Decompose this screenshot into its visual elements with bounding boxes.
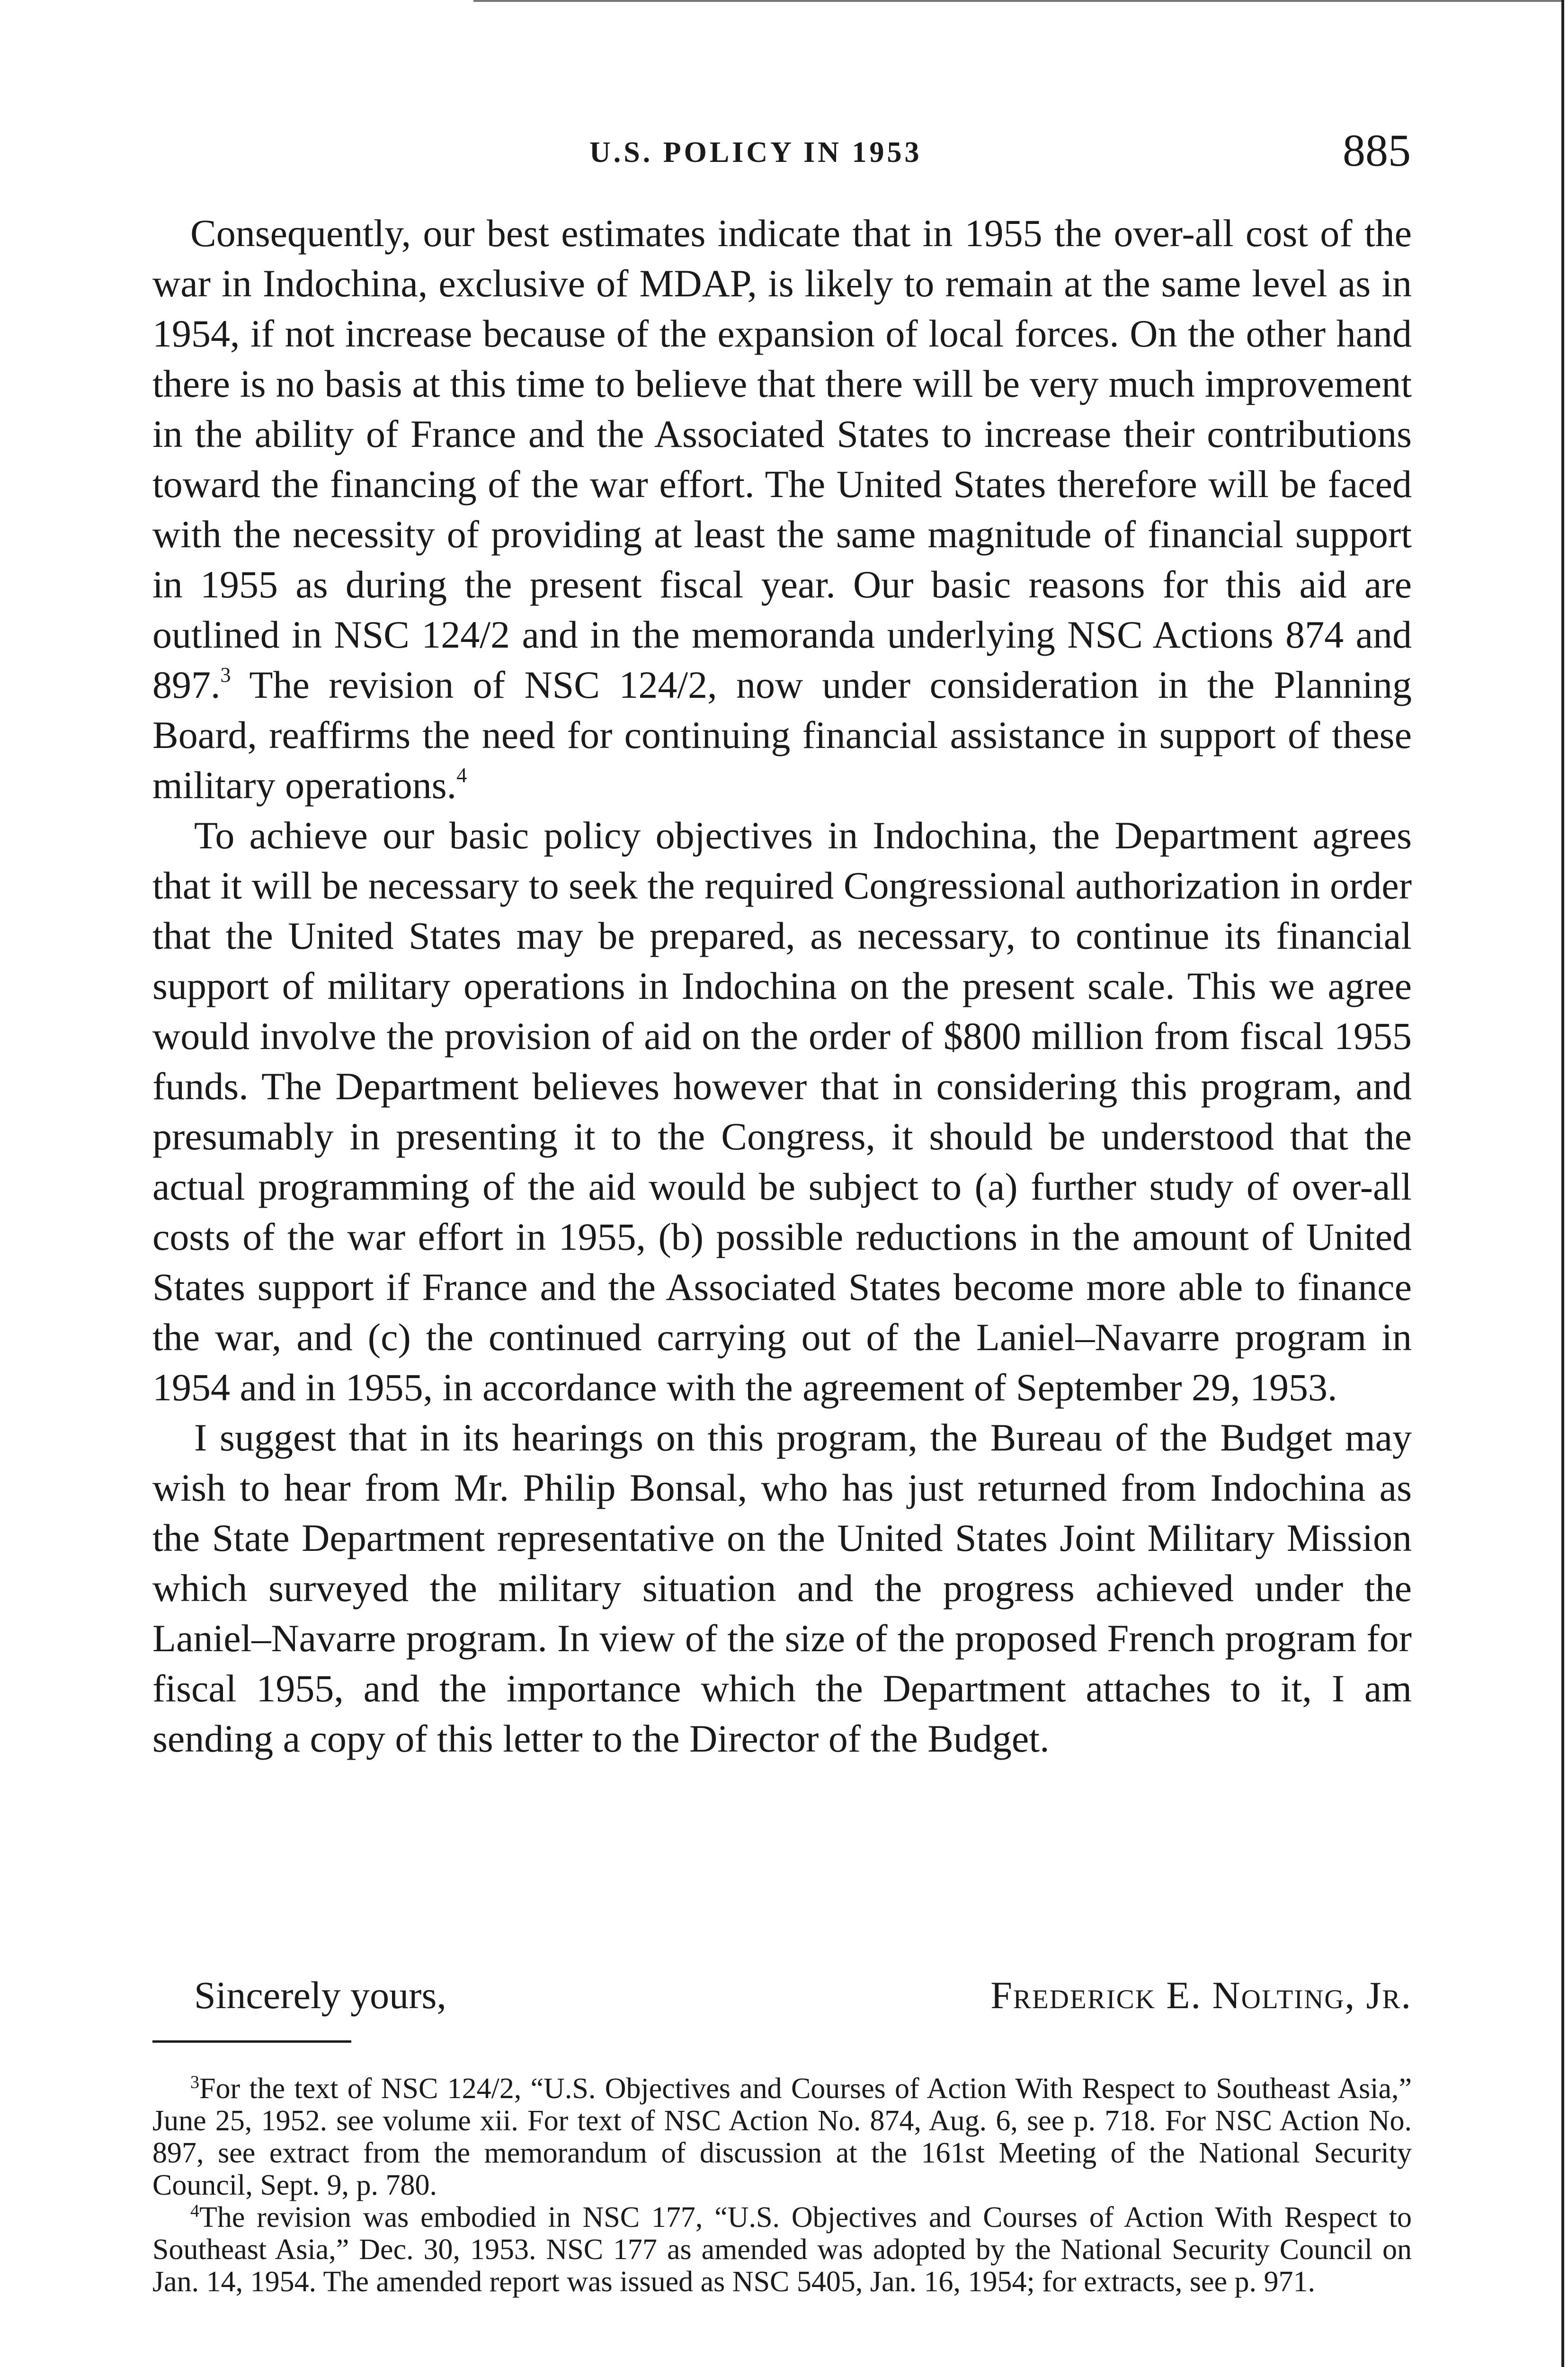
footnote-3 <box>152 2073 1412 2201</box>
running-title: U.S. POLICY IN 1953 <box>589 136 922 169</box>
page-top-edge <box>473 0 1562 2</box>
footnotes <box>152 2073 1412 2298</box>
signature: Frederick E. Nolting, Jr. <box>990 1974 1412 2017</box>
page-right-edge <box>1561 0 1564 2367</box>
valediction: Sincerely yours, <box>194 1974 446 2017</box>
page-number: 885 <box>1343 125 1411 176</box>
paragraph-3: I suggest that in its hearings on this program, the Bureau of the Budget may wish to hear from Mr. Philip Bonsal, who has just returned from Indochina as the State Department representative on the United States Joint Military Mission which surveyed the military situation and the progress achieved under the Laniel–Navarre program. In view of the size of the proposed French program for fiscal 1955, and the importance which the Department attaches to it, I am sending a copy of this letter to the Director of the Budget. <box>152 1416 1412 1760</box>
letter-body <box>152 208 1412 1764</box>
footnote-4-mark: 4 <box>190 2201 199 2221</box>
footnote-4 <box>152 2201 1412 2298</box>
letter-closing <box>152 1973 1412 2020</box>
paragraph-2: To achieve our basic policy objectives in Indochina, the Department agrees that it will be necessary to seek the required Congressional authorization in order that the United States may be prepared, as necessary, to continue its financial support of military operations in Indochina on the present scale. This we agree would involve the provision of aid on the order of $800 million from fiscal 1955 funds. The Department believes however that in considering this program, and presumably in presenting it to the Congress, it should be understood that the actual programming of the aid would be subject to (a) further study of over-all costs of the war effort in 1955, (b) possible reductions in the amount of United States support if France and the Associated States become more able to finance the war, and (c) the continued carrying out of the Laniel–Navarre program in 1954 and in 1955, in accordance with the agreement of September 29, 1953. <box>152 814 1412 1409</box>
footnote-4-text: The revision was embodied in NSC 177, “U.S. Objectives and Courses of Action With Respect to Southeast Asia,” Dec. 30, 1953. NSC 177 as amended was adopted by the National Security Council on Jan. 14, 1954. The amended report was issued as NSC 5405, Jan. 16, 1954; for extracts, see p. 971. <box>152 2201 1412 2298</box>
running-head <box>156 124 1411 181</box>
paragraph-1-text: Consequently, our best estimates indicate that in 1955 the over-all cost of the war in Indochina, exclusive of MDAP, is likely to remain at the same level as in 1954, if not increase because of the expansion of local forces. On the other hand there is no basis at this time to believe that there will be very much improvement in the ability of France and the Associated States to increase their contributions toward the financing of the war effort. The United States therefore will be faced with the necessity of providing at least the same magnitude of financial support in 1955 as during the present fiscal year. Our basic reasons for this aid are outlined in NSC 124/2 and in the memoranda underlying NSC Actions 874 and 897. <box>152 212 1412 706</box>
footnote-3-mark: 3 <box>190 2072 199 2092</box>
footnote-ref-3[interactable]: 3 <box>220 663 231 686</box>
footnote-divider <box>152 2040 351 2043</box>
footnote-ref-4[interactable]: 4 <box>456 763 467 787</box>
paragraph-1-text-continued: The revision of NSC 124/2, now under consideration in the Planning Board, reaffirms the need for continuing financial assistance in support of these military operations. <box>152 663 1412 807</box>
footnote-3-text: For the text of NSC 124/2, “U.S. Objectives and Courses of Action With Respect to Southeast Asia,” June 25, 1952. see volume xii. For text of NSC Action No. 874, Aug. 6, see p. 718. For NSC Action No. 897, see extract from the memorandum of discussion at the 161st Meeting of the National Security Council, Sept. 9, p. 780. <box>152 2073 1412 2201</box>
paragraph-1 <box>152 208 1412 810</box>
